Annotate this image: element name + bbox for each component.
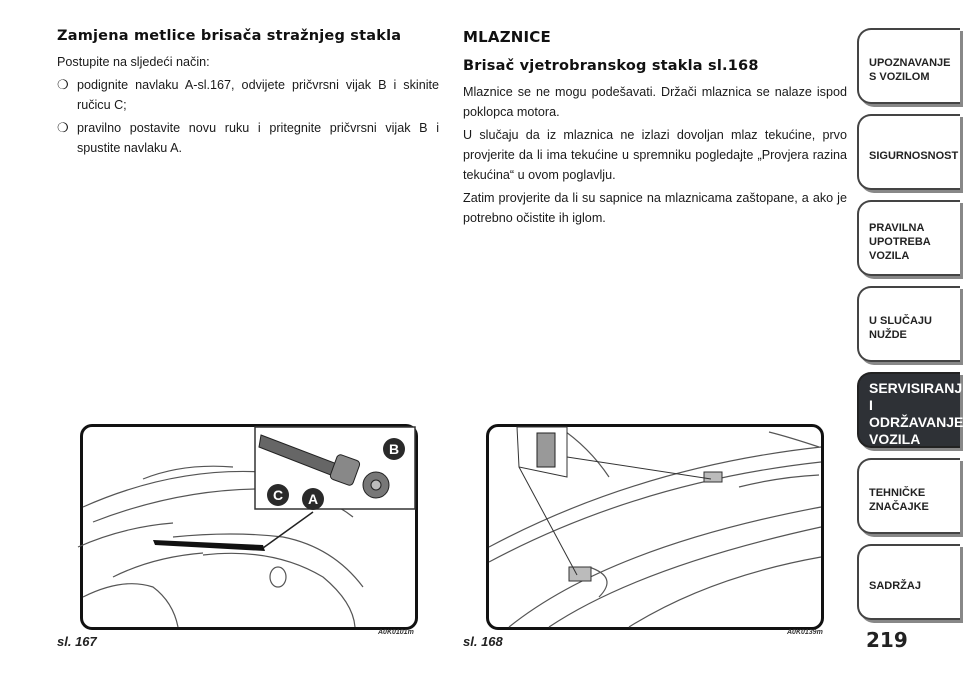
figure-code-167: A0K0101m — [378, 629, 414, 636]
tab-u-slucaju-nuzde[interactable]: U SLUČAJU NUŽDE — [857, 286, 960, 362]
callout-b: B — [388, 441, 400, 457]
bullet-icon: ❍ — [57, 120, 69, 135]
bullet-icon: ❍ — [57, 77, 69, 92]
list-item — [57, 118, 439, 158]
figure-rear-wiper — [80, 424, 418, 630]
paragraph: Zatim provjerite da li su sapnice na mlaznicama zaštopane, a ako je potrebno očistite ih iglom. — [463, 191, 847, 225]
callout-a: A — [307, 491, 319, 507]
paragraph: Mlaznice se ne mogu podešavati. Držači mlaznica se nalaze ispod poklopca motora. — [463, 85, 847, 119]
tab-tehnicke-znacajke[interactable]: TEHNIČKE ZNAČAJKE — [857, 458, 960, 534]
intro-text: Postupite na sljedeći način: — [57, 55, 210, 69]
tab-sigurnosnost[interactable]: SIGURNOSNOST — [857, 114, 960, 190]
rear-wiper-illustration — [83, 427, 415, 627]
paragraph: U slučaju da iz mlaznica ne izlazi dovoljan mlaz tekućine, prvo provjerite da li ima tekućine u spremniku pogledajte „Provjera razina tekućina“ u ovom poglavlju. — [463, 128, 847, 182]
figure-label-168: sl. 168 — [463, 634, 503, 649]
tab-sadrzaj[interactable]: SADRŽAJ — [857, 544, 960, 620]
right-column — [463, 28, 847, 231]
subheading-windscreen-wiper: Brisač vjetrobranskog stakla sl.168 — [463, 58, 759, 74]
page-number: 219 — [866, 628, 908, 652]
left-column — [57, 28, 439, 161]
figure-code-168: A0K0139m — [787, 629, 823, 636]
section-heading-wiper-blade: Zamjena metlice brisača stražnjeg stakla — [57, 28, 402, 44]
washer-nozzle-illustration — [489, 427, 821, 627]
figure-label-167: sl. 167 — [57, 634, 97, 649]
tab-servisiranje[interactable]: SERVISIRANJE I ODRŽAVANJE VOZILA — [857, 372, 960, 448]
figure-washer-nozzles — [486, 424, 824, 630]
chapter-tabs — [857, 28, 971, 630]
section-heading-nozzles: MLAZNICE — [463, 28, 551, 46]
bullet-text: pravilno postavite novu ruku i pritegnite pričvrsni vijak B i spustite navlaku A. — [77, 121, 439, 155]
tab-pravilna-upotreba[interactable]: PRAVILNA UPOTREBA VOZILA — [857, 200, 960, 276]
tab-upoznavanje[interactable]: UPOZNAVANJE S VOZILOM — [857, 28, 960, 104]
bullet-text: podignite navlaku A-sl.167, odvijete pričvrsni vijak B i skinite ručicu C; — [77, 78, 439, 112]
callout-c: C — [272, 487, 284, 503]
list-item — [57, 75, 439, 115]
